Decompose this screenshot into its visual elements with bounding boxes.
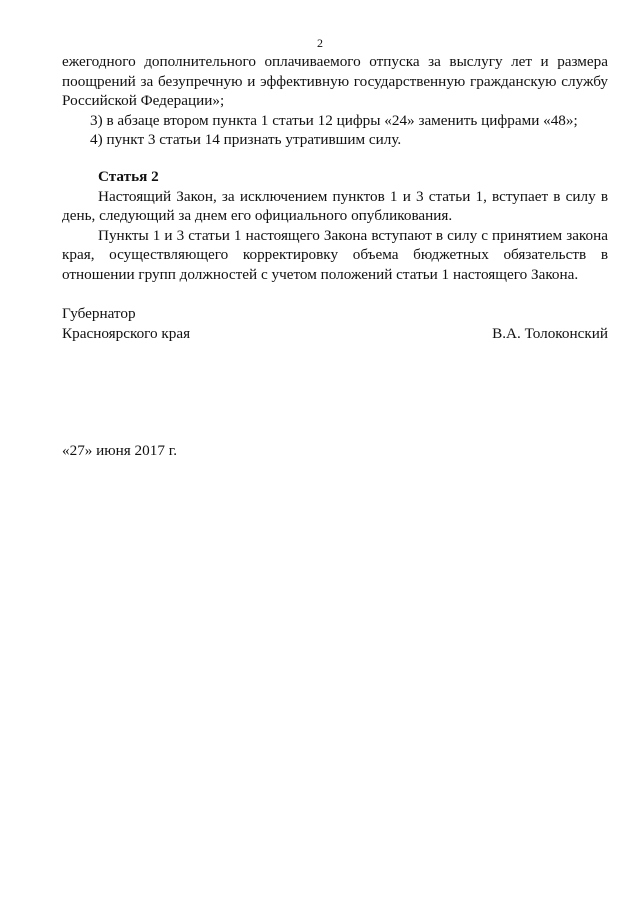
article-2-section	[62, 167, 608, 284]
signatory-region: Красноярского края	[62, 325, 191, 342]
signatory-title: Губернатор	[62, 305, 136, 322]
list-item: 3) в абзаце втором пункта 1 статьи 12 цифры «24» заменить цифрами «48»;	[90, 111, 578, 129]
continuation-paragraph: ежегодного дополнительного оплачиваемого отпуска за выслугу лет и размера поощрений за безупречную и эффективную государственную гражданскую службу Российской Федерации»;	[62, 53, 608, 109]
list-item: 4) пункт 3 статьи 14 признать утратившим силу.	[90, 131, 402, 148]
signature-row	[62, 324, 608, 344]
article-paragraph: Пункты 1 и 3 статьи 1 настоящего Закона вступают в силу с принятием закона края, осуществляющего корректировку объема бюджетных обязательств в отношении групп должностей с учетом положений статьи 1 настоящего Закона.	[62, 226, 608, 283]
document-date: «27» июня 2017 г.	[62, 442, 178, 459]
signature-block	[62, 304, 608, 344]
signatory-name: В.А. Толоконский	[492, 325, 608, 342]
page-number: 2	[317, 36, 323, 50]
continuation-block	[62, 52, 608, 150]
article-paragraph: Настоящий Закон, за исключением пунктов 1 и 3 статьи 1, вступает в силу в день, следующий за днем его официального опубликования.	[62, 187, 608, 224]
article-heading: Статья 2	[98, 168, 159, 185]
